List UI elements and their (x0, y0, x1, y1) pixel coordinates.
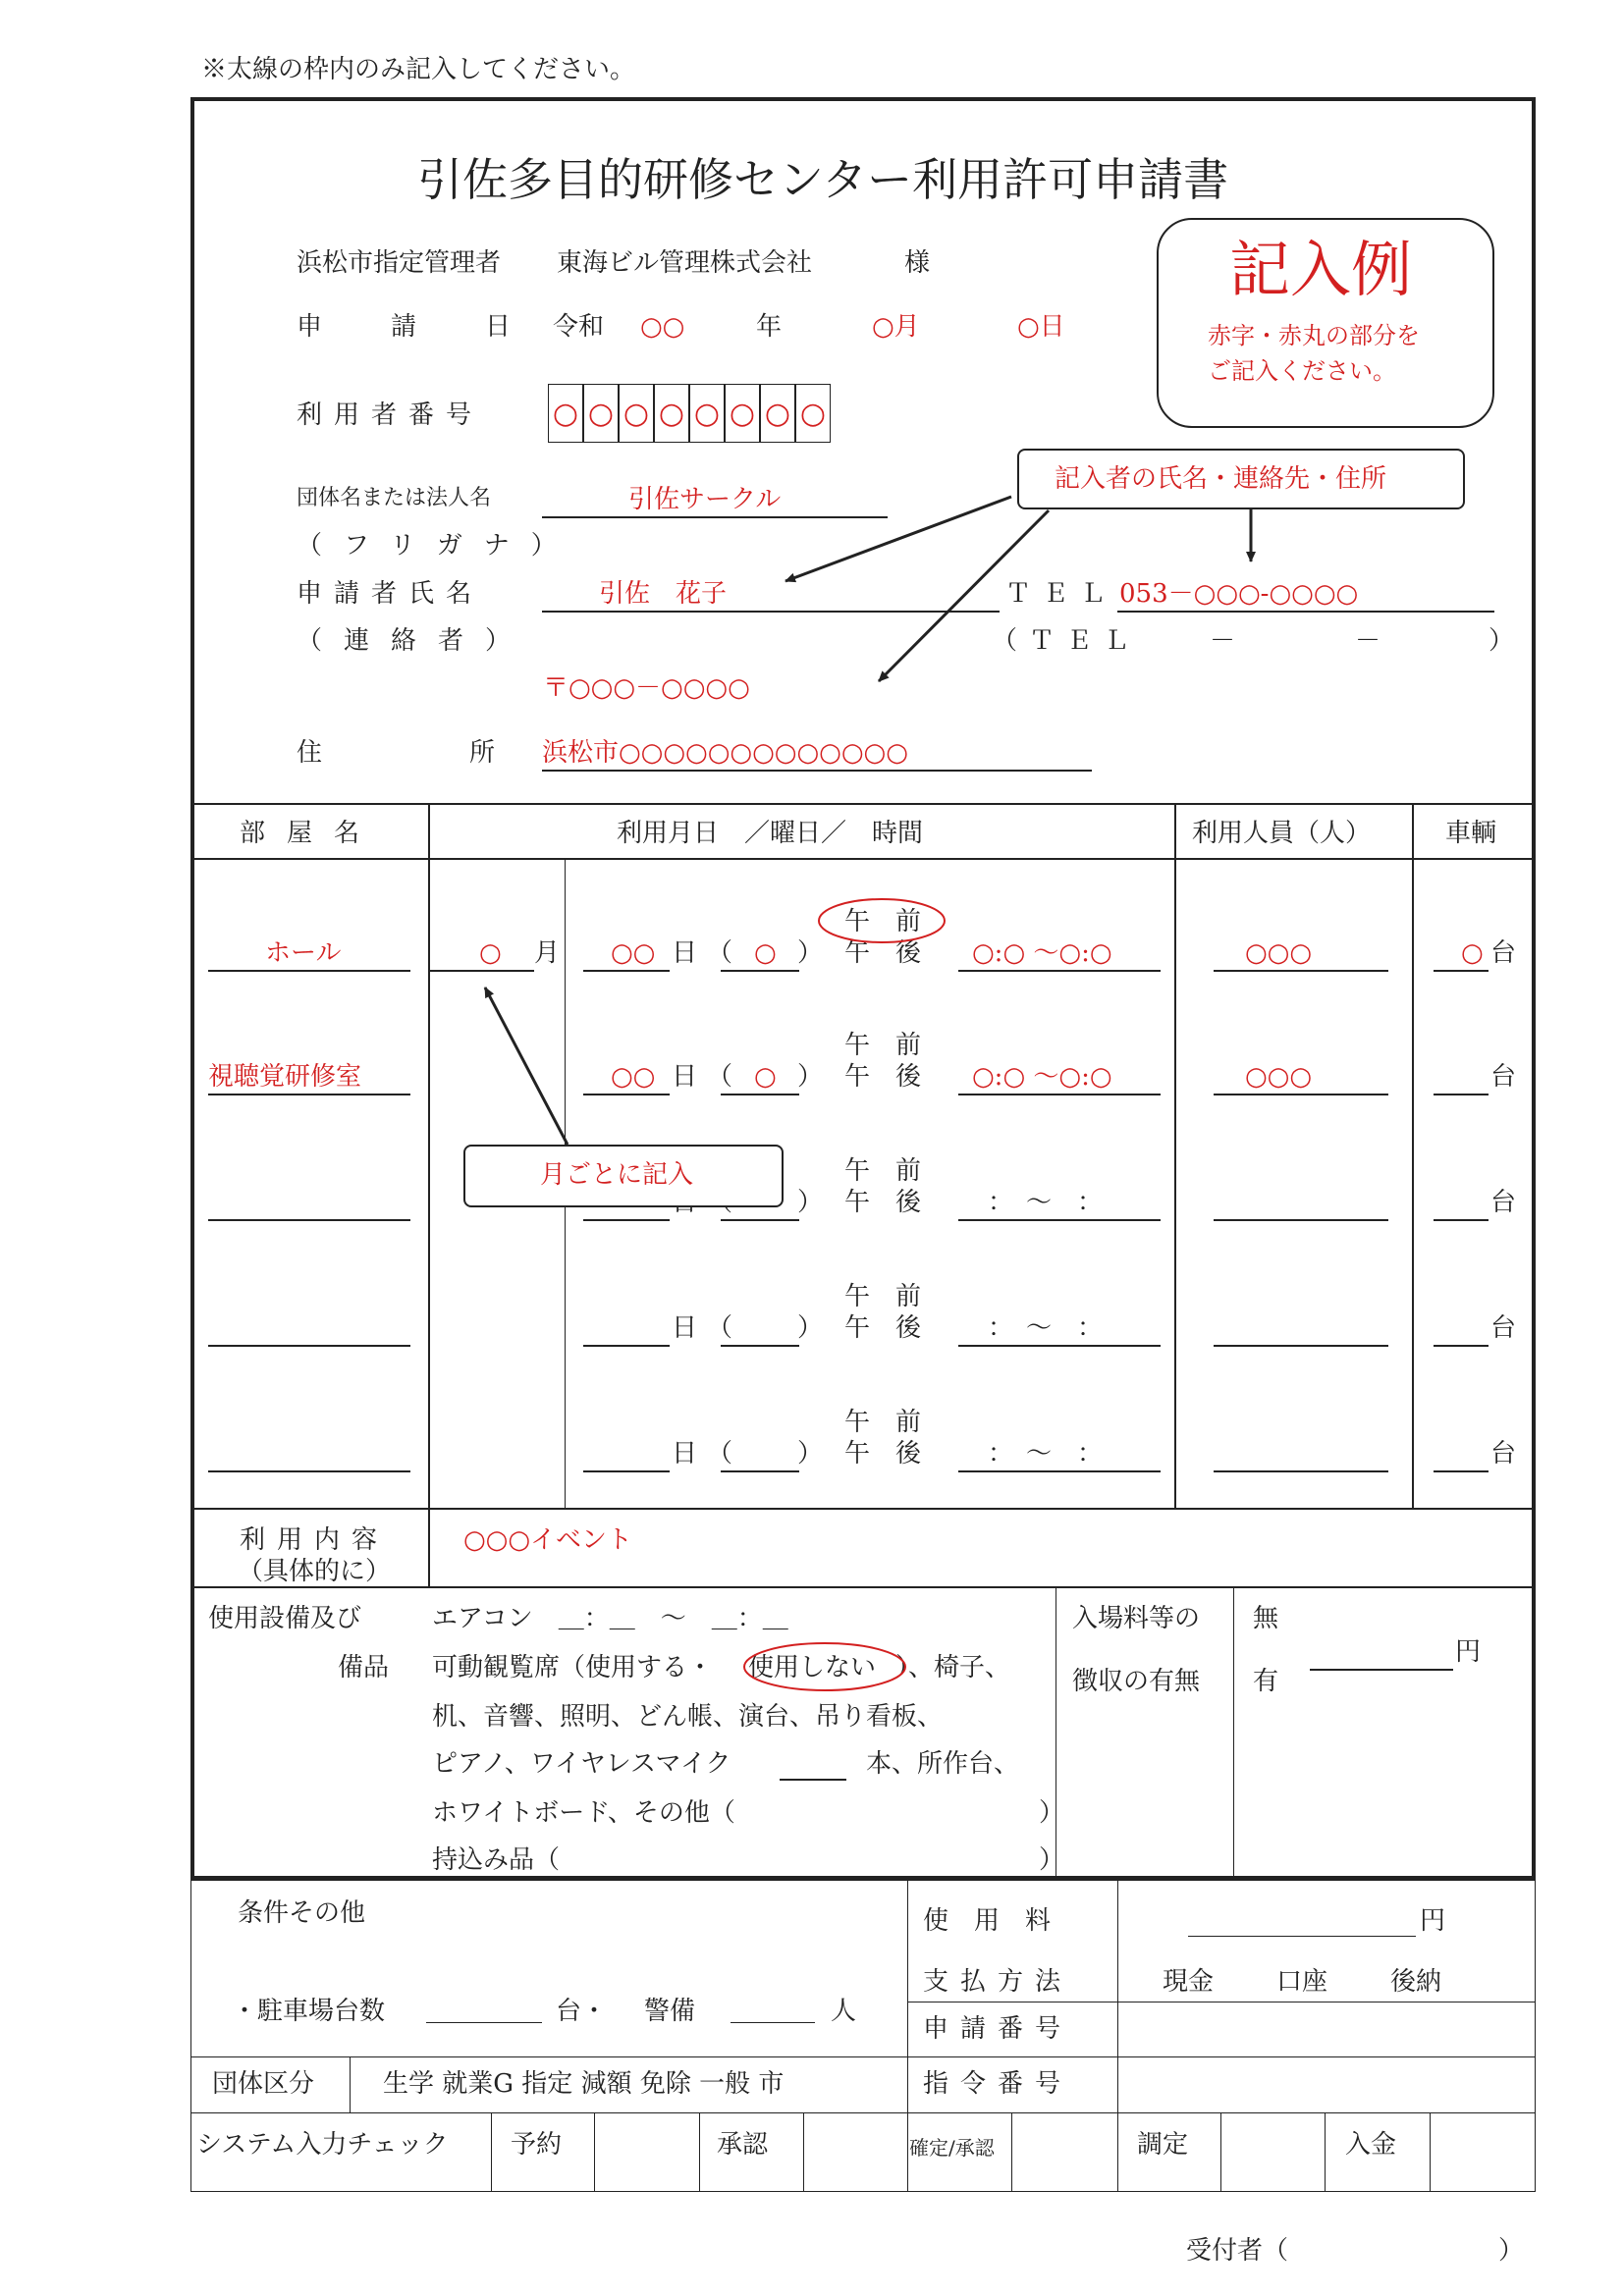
row-pm[interactable]: 午 後 (844, 1188, 922, 1217)
payment-cash[interactable]: 現金 (1163, 1967, 1215, 1997)
addressee-company: 東海ビル管理株式会社 (557, 248, 813, 278)
row-paren-open: （ (707, 938, 733, 968)
address-label-2: 所 (469, 738, 496, 768)
addressee-honorific: 様 (904, 248, 931, 278)
user-number-label: 利用者番号 (297, 400, 484, 430)
row-vehicle-unit: 台 (1490, 1188, 1517, 1217)
row-day[interactable]: ○○ (611, 1062, 656, 1092)
callout-month-text: 月ごとに記入 (540, 1160, 694, 1190)
date-year-unit: 年 (756, 312, 783, 342)
row-paren-open: （ (707, 1062, 733, 1092)
row-paren-close: ） (797, 1439, 824, 1468)
equipment-label1: 使用設備及び (208, 1604, 362, 1633)
furigana-label: （フリガナ） (297, 531, 578, 561)
row-pm[interactable]: 午 後 (844, 1062, 922, 1092)
arrow-to-month (485, 988, 568, 1145)
user-number-digit[interactable]: ○ (583, 384, 619, 443)
tel2-dash2: － (1355, 626, 1381, 656)
row-room[interactable]: 視聴覚研修室 (208, 1062, 362, 1092)
row-am[interactable]: 午 前 (844, 1031, 922, 1060)
row-weekday[interactable]: ○ (754, 1062, 777, 1092)
row-am[interactable]: 午 前 (844, 907, 922, 936)
row-time-blank[interactable]: ： ～ ： (988, 1439, 1104, 1468)
row-time[interactable]: ○:○ ～○:○ (972, 1062, 1112, 1092)
row-persons[interactable]: ○○○ (1245, 1062, 1313, 1092)
postal-code[interactable]: 〒○○○－○○○○ (543, 673, 750, 703)
header-vehicles: 車輌 (1445, 819, 1497, 848)
equipment-line6a: 持込み品（ (432, 1845, 561, 1875)
applicant-label: 申請者氏名 (297, 579, 484, 609)
equipment-line5a: ホワイトボード、その他（ (432, 1798, 735, 1828)
equipment-line2b[interactable]: 使用しない (748, 1653, 877, 1682)
equipment-line6b: ） (1039, 1845, 1065, 1875)
tel2-label: （ＴＥＬ (992, 626, 1142, 656)
user-number-digit[interactable]: ○ (689, 384, 725, 443)
receiver-label: 受付者（ (1186, 2236, 1289, 2266)
admission-yen: 円 (1455, 1637, 1482, 1667)
row-pm[interactable]: 午 後 (844, 938, 922, 968)
row-paren-close: ） (797, 1313, 824, 1343)
row-am[interactable]: 午 前 (844, 1282, 922, 1311)
payment-label: 支払方法 (923, 1967, 1073, 1997)
row-time[interactable]: ○:○ ～○:○ (972, 938, 1112, 968)
contact-label: （連絡者） (297, 626, 533, 656)
adjust-label: 調定 (1137, 2130, 1189, 2160)
equipment-line5b: ） (1039, 1798, 1065, 1828)
row-time-blank[interactable]: ： ～ ： (988, 1188, 1104, 1217)
payment-deferred[interactable]: 後納 (1390, 1967, 1442, 1997)
equipment-line3: 机、音響、照明、どん帳、演台、吊り看板、 (432, 1702, 944, 1732)
group-class-label: 団体区分 (212, 2069, 315, 2099)
parking-unit: 台・ (556, 1997, 608, 2026)
row-day[interactable]: ○○ (611, 938, 656, 968)
form-title: 引佐多目的研修センター利用許可申請書 (417, 153, 1229, 206)
equipment-line4a: ピアノ、ワイヤレスマイク (432, 1749, 731, 1779)
admission-none[interactable]: 無 (1253, 1604, 1279, 1633)
row-vehicle-unit: 台 (1490, 1439, 1517, 1468)
equipment-line4b: 本、所作台、 (866, 1749, 1020, 1779)
row-vehicle-unit: 台 (1490, 1313, 1517, 1343)
date-era: 令和 (553, 312, 605, 342)
admission-label2: 徴収の有無 (1072, 1667, 1201, 1696)
addressee-org: 浜松市指定管理者 (297, 248, 502, 278)
usage-label1: 利用内容 (240, 1525, 390, 1555)
date-month[interactable]: ○月 (872, 312, 920, 342)
confirm-label: 確定/承認 (909, 2136, 995, 2160)
conditions-label: 条件その他 (238, 1898, 366, 1928)
admission-yes[interactable]: 有 (1253, 1667, 1279, 1696)
equipment-line1: エアコン ＿：＿ ～ ＿：＿ (432, 1604, 788, 1633)
tel-label: ＴＥＬ (1005, 579, 1118, 609)
approve-label: 承認 (717, 2130, 769, 2160)
order-number-label: 指令番号 (923, 2069, 1073, 2099)
row-paren-open: （ (707, 1439, 733, 1468)
row-vehicle-unit: 台 (1490, 1062, 1517, 1092)
row-am[interactable]: 午 前 (844, 1408, 922, 1437)
app-number-label: 申請番号 (923, 2014, 1073, 2044)
address-value[interactable]: 浜松市○○○○○○○○○○○○○ (542, 738, 908, 768)
tel2-close: ） (1489, 626, 1515, 656)
example-title: 記入例 (1229, 234, 1413, 305)
example-line1: 赤字・赤丸の部分を (1208, 322, 1420, 349)
example-line2: ご記入ください。 (1208, 357, 1396, 385)
row-pm[interactable]: 午 後 (844, 1313, 922, 1343)
row-paren-close: ） (797, 1062, 824, 1092)
user-number-digit[interactable]: ○ (725, 384, 760, 443)
row-paren-close: ） (797, 1188, 824, 1217)
guard-label: 警備 (644, 1997, 696, 2026)
fee-label: 使 用 料 (923, 1906, 1052, 1936)
date-day[interactable]: ○日 (1017, 312, 1065, 342)
row-am[interactable]: 午 前 (844, 1156, 922, 1186)
guard-unit: 人 (831, 1997, 857, 2026)
row-day-unit: 日 (672, 1439, 698, 1468)
user-number-digit[interactable]: ○ (760, 384, 795, 443)
payment-in-label: 入金 (1345, 2130, 1397, 2160)
user-number-digit[interactable]: ○ (548, 384, 583, 443)
instruction-note: ※太線の枠内のみ記入してください。 (201, 55, 636, 84)
row-persons[interactable]: ○○○ (1245, 938, 1313, 968)
user-number-digit[interactable]: ○ (654, 384, 689, 443)
system-check-label: システム入力チェック (196, 2130, 449, 2160)
equipment-line2a: 可動観覧席（使用する・ (432, 1653, 714, 1682)
date-year-value[interactable]: ○○ (640, 312, 685, 342)
admission-label1: 入場料等の (1072, 1604, 1201, 1633)
parking-label: ・駐車場台数 (232, 1997, 386, 2026)
row-room[interactable]: ホール (265, 938, 342, 968)
row-day-unit: 日 (672, 1313, 698, 1343)
not-use-circle (744, 1643, 905, 1690)
callout-applicant-text: 記入者の氏名・連絡先・住所 (1055, 464, 1387, 494)
payment-account[interactable]: 口座 (1276, 1967, 1328, 1997)
row-paren-open: （ (707, 1313, 733, 1343)
month-value[interactable]: ○ (479, 938, 502, 968)
row-time-blank[interactable]: ： ～ ： (988, 1313, 1104, 1343)
user-number-digit[interactable]: ○ (795, 384, 831, 443)
month-unit: 月 (534, 938, 561, 968)
tel-value[interactable]: 053－○○○-○○○○ (1119, 579, 1359, 609)
row-day-unit: 日 (672, 938, 698, 968)
row-paren-close: ） (797, 938, 824, 968)
row-vehicles[interactable]: ○ (1461, 938, 1484, 968)
header-room: 部屋名 (240, 819, 382, 848)
date-label: 申 請 日 (297, 312, 533, 342)
org-name-value[interactable]: 引佐サークル (628, 485, 782, 514)
row-pm[interactable]: 午 後 (844, 1439, 922, 1468)
header-date: 利用月日 ／曜日／ 時間 (617, 819, 924, 848)
equipment-line2c: ）、椅子、 (895, 1653, 1011, 1682)
row-day-unit: 日 (672, 1062, 698, 1092)
org-name-label: 団体名または法人名 (297, 486, 492, 510)
group-class-options[interactable]: 生学 就業G 指定 減額 免除 一般 市 (383, 2069, 785, 2099)
usage-label2: （具体的に） (238, 1557, 392, 1586)
header-persons: 利用人員（人） (1192, 819, 1372, 848)
equipment-label2: 備品 (338, 1653, 390, 1682)
user-number-digit[interactable]: ○ (619, 384, 654, 443)
am-circle (819, 899, 945, 942)
arrow-to-name (785, 497, 1011, 581)
receiver-close: ） (1498, 2236, 1525, 2266)
applicant-value[interactable]: 引佐 花子 (599, 579, 728, 609)
tel2-dash1: － (1210, 626, 1236, 656)
fee-unit: 円 (1420, 1906, 1446, 1936)
row-weekday[interactable]: ○ (754, 938, 777, 968)
address-label: 住 (297, 738, 323, 768)
usage-value[interactable]: ○○○イベント (463, 1525, 633, 1555)
reserve-label: 予約 (511, 2130, 563, 2160)
row-vehicle-unit: 台 (1490, 938, 1517, 968)
